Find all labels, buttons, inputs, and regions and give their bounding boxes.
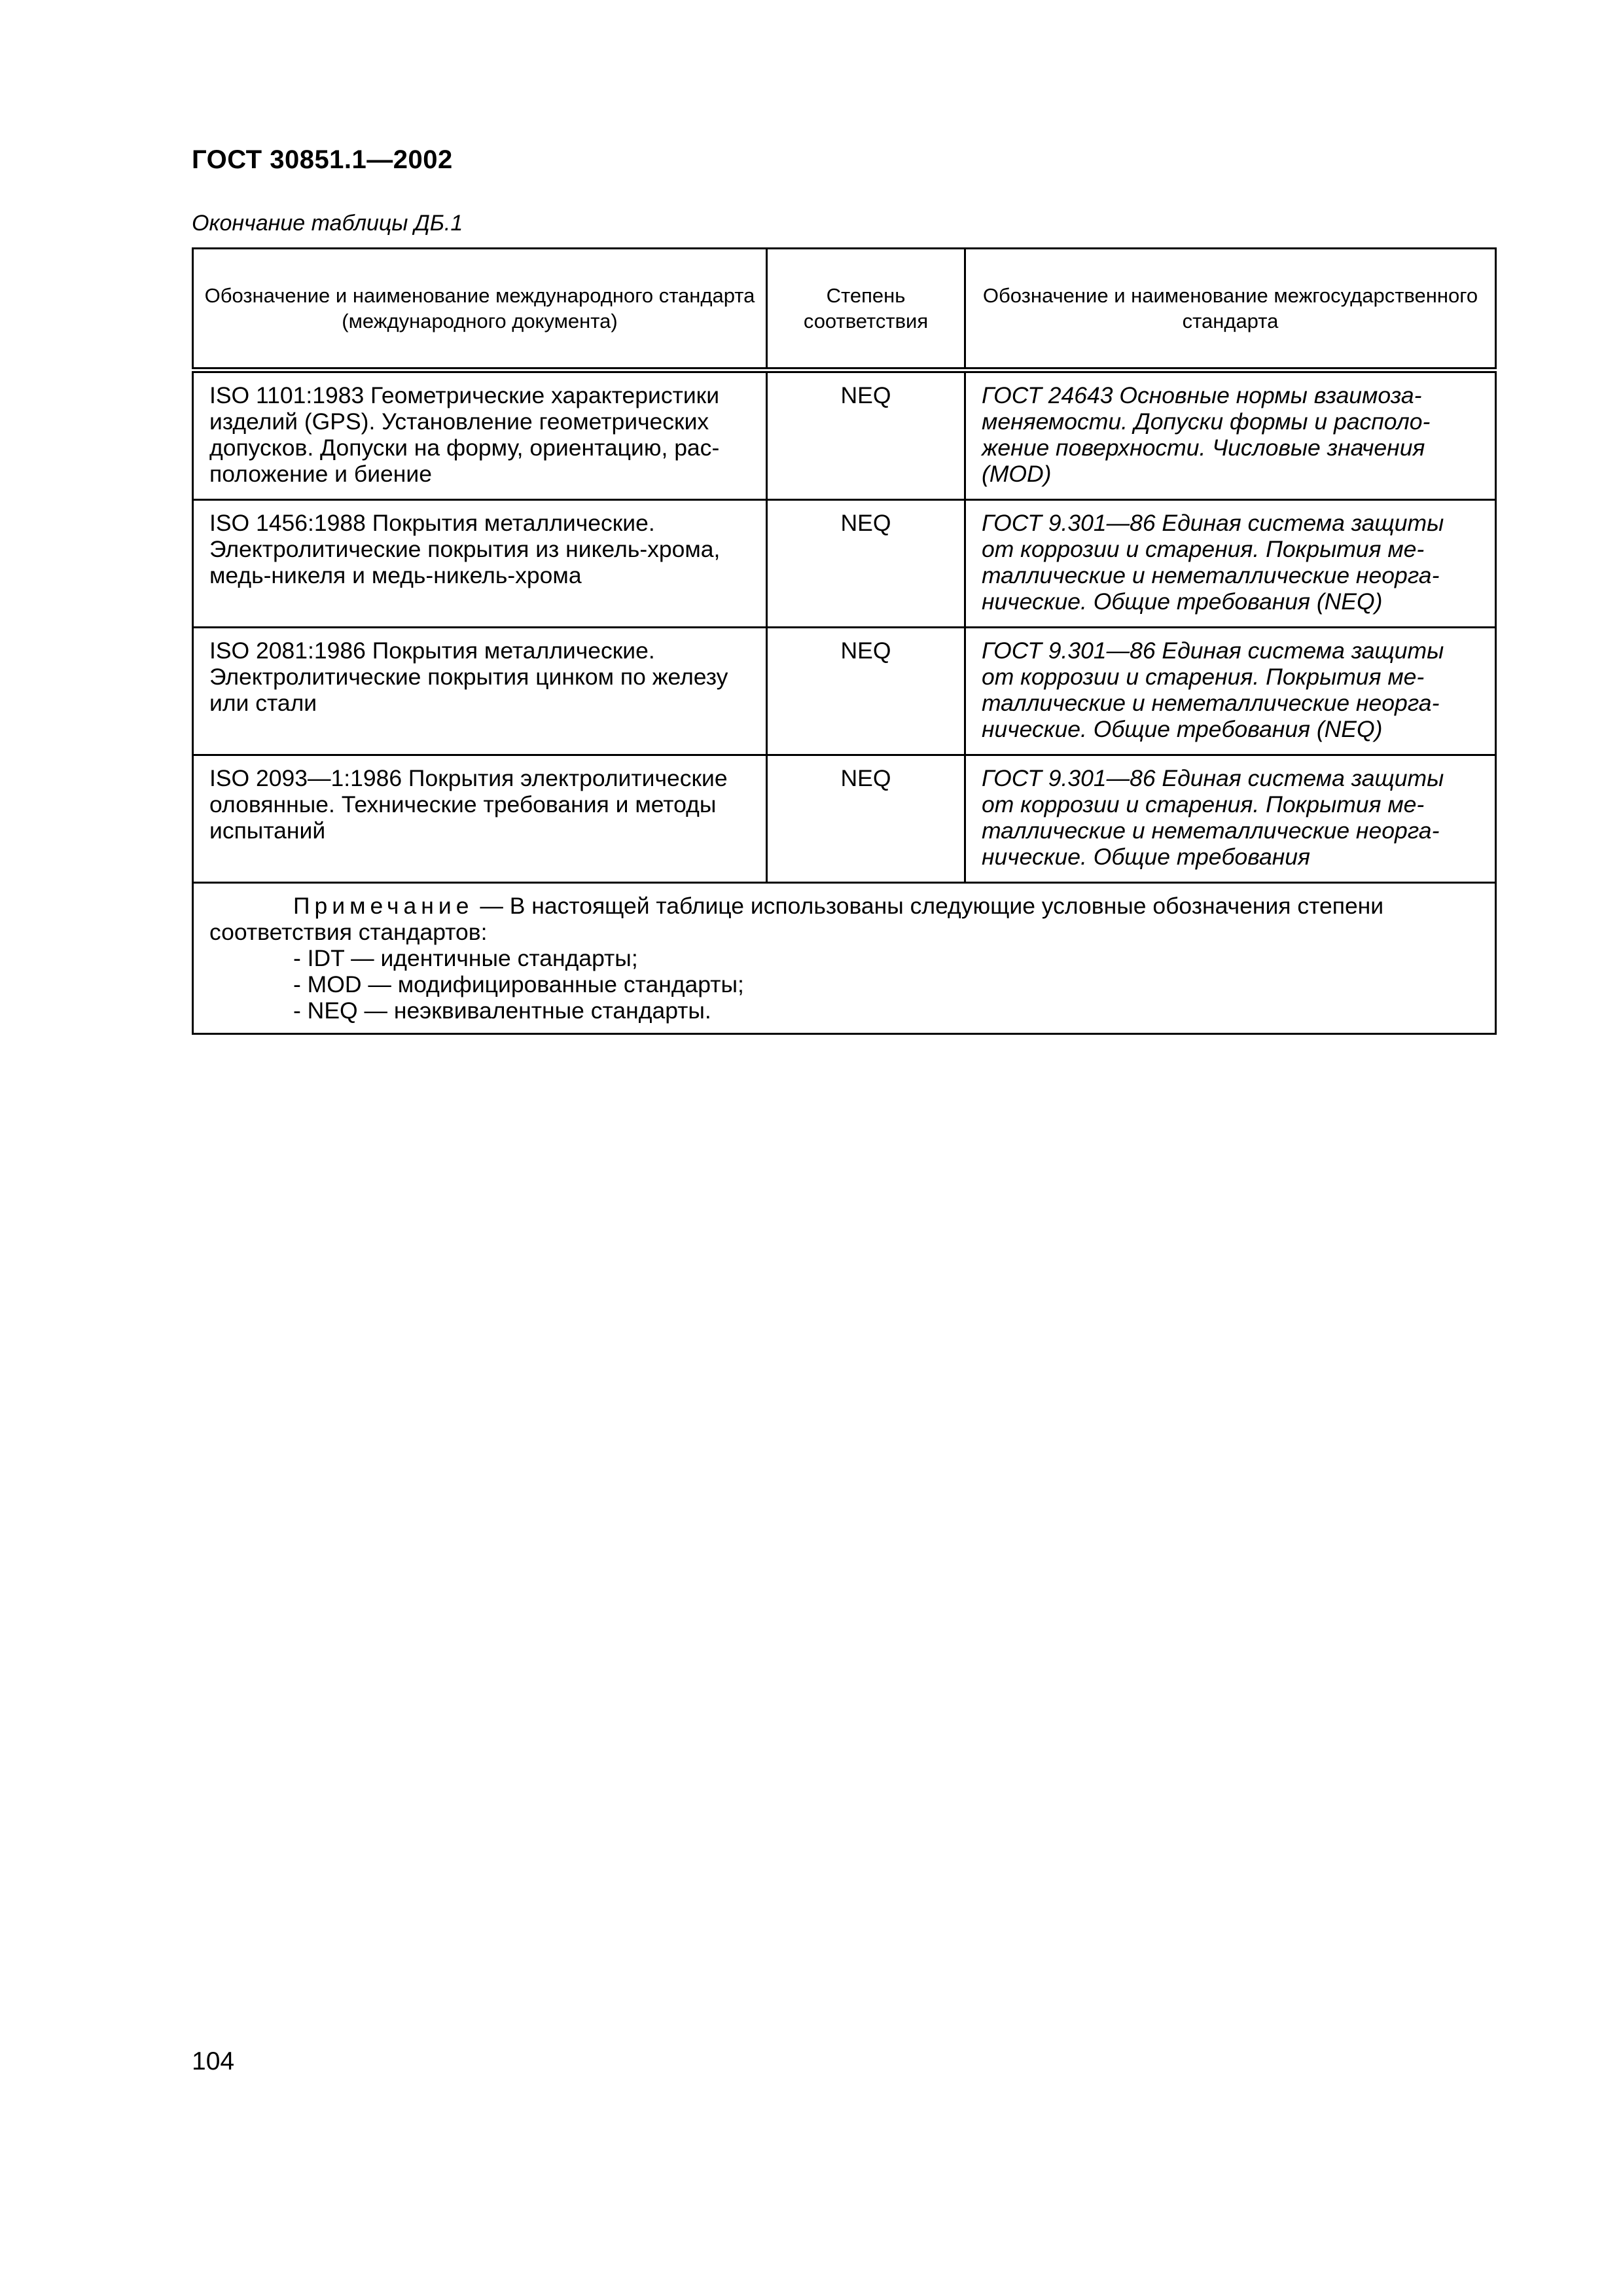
international-standard-cell: ISO 2093—1:1986 Покрытия электролитические оловянные. Технические требования и методы испытаний [193,755,767,883]
table-row [193,755,1496,883]
interstate-standard-cell: ГОСТ 9.301—86 Единая система защиты от коррозии и старения. Покрытия металлические и неметаллические неорганические. Общие требования (NEQ) [965,500,1496,628]
interstate-standard-cell: ГОСТ 9.301—86 Единая система защиты от коррозии и старения. Покрытия металлические и неметаллические неорганические. Общие требования [965,755,1496,883]
table-note-cell [193,883,1496,1034]
column-header-degree: Степень соответствия [767,249,965,370]
international-standard-cell: ISO 1456:1988 Покрытия металлические. Электролитические покрытия из никель-хрома, медь-никеля и медь-никель-хрома [193,500,767,628]
note-abbreviation-list [209,945,1479,1024]
correspondence-degree-cell: NEQ [767,370,965,500]
note-body: — В настоящей таблице использованы следующие условные обозначения степени соответствия стандартов: [209,893,1384,945]
international-standard-cell: ISO 1101:1983 Геометрические характеристики изделий (GPS). Установление геометрических допусков. Допуски на форму, ориентацию, расположение и биение [193,370,767,500]
note-list-item: - MOD — модифицированные стандарты; [293,971,744,997]
interstate-standard-cell: ГОСТ 24643 Основные нормы взаимозаменяемости. Допуски формы и расположение поверхности. Числовые значения (MOD) [965,370,1496,500]
document-header: ГОСТ 30851.1—2002 [192,145,453,174]
table-row [193,628,1496,755]
interstate-standard-cell: ГОСТ 9.301—86 Единая система защиты от коррозии и старения. Покрытия металлические и неметаллические неорганические. Общие требования (NEQ) [965,628,1496,755]
international-standard-cell: ISO 2081:1986 Покрытия металлические. Электролитические покрытия цинком по железу или стали [193,628,767,755]
table-header-row [193,249,1496,370]
table-note-row [193,883,1496,1034]
correspondence-degree-cell: NEQ [767,500,965,628]
standards-table [192,247,1497,1035]
table-note-text [209,893,1479,945]
note-label: Примечание [293,893,474,919]
page-number: 104 [192,2047,235,2075]
note-list-item: - NEQ — неэквивалентные стандарты. [293,997,711,1024]
column-header-international: Обозначение и наименование международного стандарта (международного документа) [193,249,767,370]
table-caption: Окончание таблицы ДБ.1 [192,211,463,236]
column-header-interstate: Обозначение и наименование межгосударственного стандарта [965,249,1496,370]
correspondence-degree-cell: NEQ [767,628,965,755]
correspondence-degree-cell: NEQ [767,755,965,883]
table-row [193,500,1496,628]
note-list-item: - IDT — идентичные стандарты; [293,945,638,971]
table-row [193,370,1496,500]
